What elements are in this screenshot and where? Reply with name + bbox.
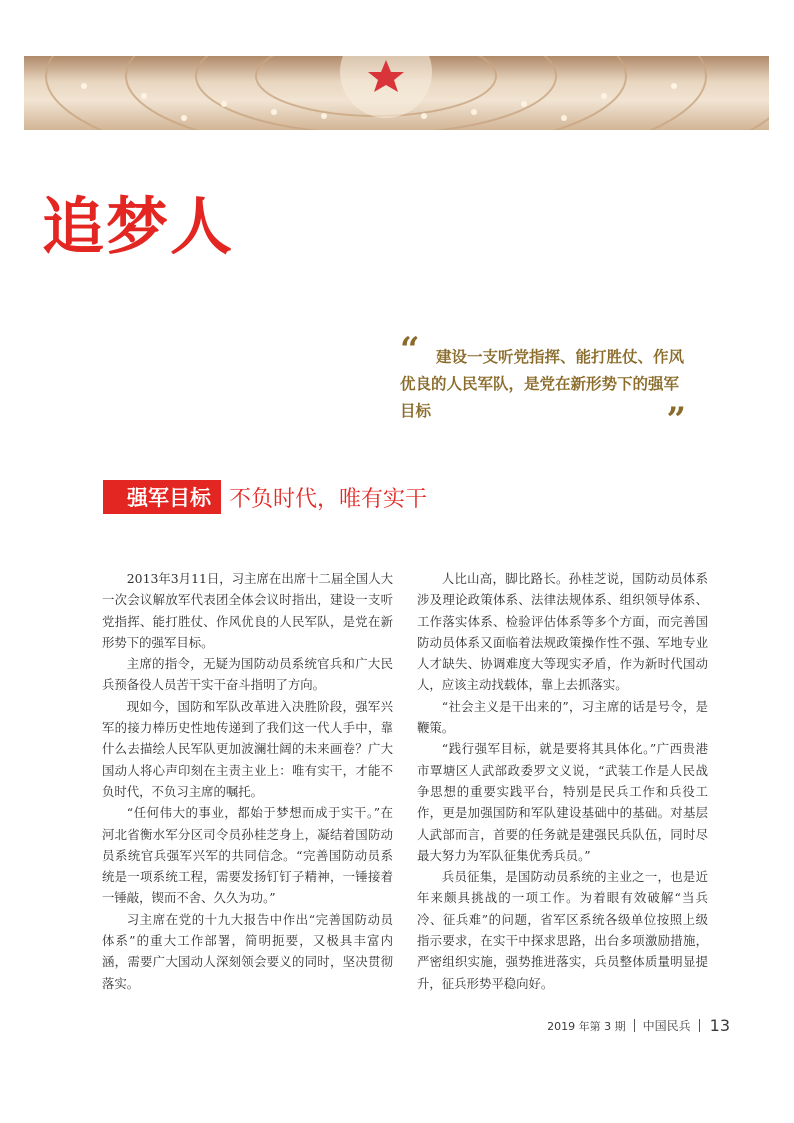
section-tag: 强军目标	[103, 480, 221, 514]
header-banner-image	[24, 56, 769, 130]
paragraph: “践行强军目标，就是要将其具体化。”广西贵港市覃塘区人武部政委罗文义说，“武装工作是人民战争思想的重要实践平台，特别是民兵工作和兵役工作，更是加强国防和军队建设基础中的基础。对基层人武部而言，首要的任务就是建强民兵队伍，同时尽最大努力为军队征集优秀兵员。”	[417, 741, 708, 863]
paragraph: 人比山高，脚比路长。孙桂芝说，国防动员体系涉及理论政策体系、法律法规体系、组织领导体系、工作落实体系、检验评估体系等多个方面，而完善国防动员体系又面临着法规政策操作性不强、军地专业人才缺失、协调难度大等现实矛盾，作为新时代国动人，应该主动找载体，靠上去抓落实。	[417, 571, 708, 693]
paragraph: 兵员征集，是国防动员系统的主业之一，也是近年来颇具挑战的一项工作。为着眼有效破解“当兵冷、征兵难”的问题，省军区系统各级单位按照上级指示要求，在实干中探求思路，出台多项激励措施，严密组织实施，强势推进落实，兵员整体质量明显提升，征兵形势平稳向好。	[417, 869, 708, 991]
pull-quote	[400, 330, 692, 440]
right-column	[417, 568, 708, 994]
paragraph: 习主席在党的十九大报告中作出“完善国防动员体系”的重大工作部署，简明扼要，又极具丰富内涵，需要广大国动人深刻领会要义的同时，坚决贯彻落实。	[102, 911, 393, 991]
section-heading	[103, 480, 427, 514]
pull-quote-text: 建设一支听党指挥、能打胜仗、作风优良的人民军队，是党在新形势下的强军目标	[400, 347, 685, 420]
page-footer	[547, 1016, 730, 1035]
close-quote-mark: ”	[666, 400, 686, 440]
paragraph: 2013年3月11日，习主席在出席十二届全国人大一次会议解放军代表团全体会议时指出，建设一支听党指挥、能打胜仗、作风优良的人民军队，是党在新形势下的强军目标。	[102, 571, 393, 650]
page-title: 追梦人	[42, 190, 235, 263]
footer-divider	[699, 1019, 700, 1032]
paragraph: “社会主义是干出来的”，习主席的话是号令，是鞭策。	[417, 698, 708, 736]
section-subtitle: 不负时代，唯有实干	[229, 486, 428, 512]
issue-label: 2019 年第 3 期	[547, 1019, 626, 1033]
hall-ceiling-image	[24, 56, 769, 130]
magazine-name: 中国民兵	[642, 1019, 691, 1033]
paragraph: 现如今，国防和军队改革进入决胜阶段，强军兴军的接力棒历史性地传递到了我们这一代人手中，靠什么去描绘人民军队更加波澜壮阔的未来画卷？广大国动人将心声印刻在主责主业上：唯有实干，才能不负时代，不负习主席的嘱托。	[102, 698, 393, 799]
left-column	[102, 568, 393, 994]
open-quote-mark: “	[400, 330, 420, 370]
paragraph: 主席的指令，无疑为国防动员系统官兵和广大民兵预备役人员苦干实干奋斗指明了方向。	[102, 656, 393, 693]
footer-divider	[634, 1019, 635, 1032]
paragraph: “任何伟大的事业，都始于梦想而成于实干。”在河北省衡水军分区司令员孙桂芝身上，凝结着国防动员系统官兵强军兴军的共同信念。“完善国防动员系统是一项系统工程，需要发扬钉钉子精神，一锤接着一锤敲，锲而不舍、久久为功。”	[102, 805, 393, 906]
page-number: 13	[709, 1016, 730, 1035]
